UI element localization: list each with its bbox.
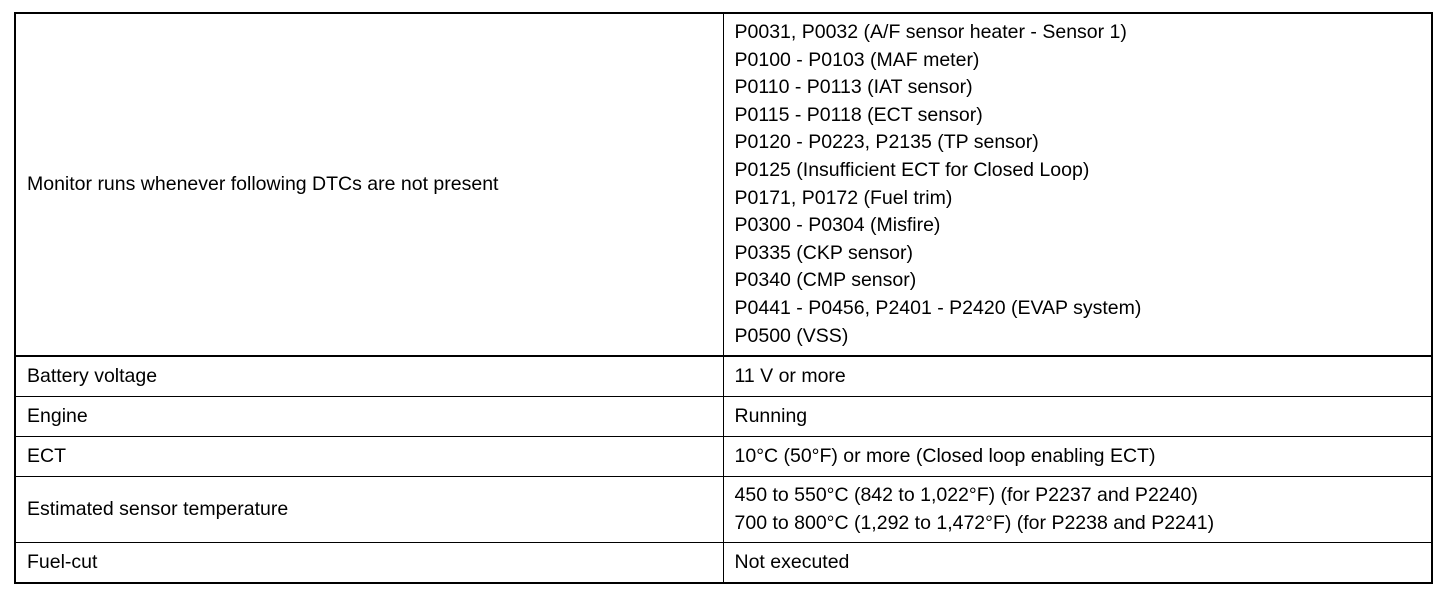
dtc-list-item: P0120 - P0223, P2135 (TP sensor) <box>734 131 1039 154</box>
temperature-range-line: 700 to 800°C (1,292 to 1,472°F) (for P2238 and P2241) <box>734 511 1215 534</box>
dtc-list-item: P0031, P0032 (A/F sensor heater - Sensor 1) <box>734 21 1127 43</box>
condition-value-cell <box>723 13 1432 356</box>
dtc-list-item: P0500 (VSS) <box>734 324 849 347</box>
table-row <box>15 437 1432 477</box>
dtc-list-item: P0115 - P0118 (ECT sensor) <box>734 103 983 126</box>
dtc-list-item: P0171, P0172 (Fuel trim) <box>734 186 953 209</box>
table-row <box>15 397 1432 437</box>
condition-value-cell: 10°C (50°F) or more (Closed loop enabling ECT) <box>723 437 1432 477</box>
dtc-list-item: P0300 - P0304 (Misfire) <box>734 214 941 237</box>
condition-item-cell: Battery voltage <box>15 356 723 397</box>
table-row <box>15 543 1432 584</box>
monitor-conditions-table <box>14 12 1433 584</box>
table-row <box>15 13 1432 356</box>
temperature-range-line: 450 to 550°C (842 to 1,022°F) (for P2237 and P2240) <box>734 484 1198 507</box>
dtc-list-item: P0340 (CMP sensor) <box>734 269 917 292</box>
condition-item-cell: Engine <box>15 397 723 437</box>
dtc-list-item: P0441 - P0456, P2401 - P2420 (EVAP system) <box>734 296 1142 319</box>
dtc-list-item: P0335 (CKP sensor) <box>734 241 913 264</box>
condition-item-cell: Estimated sensor temperature <box>15 477 723 543</box>
condition-item-cell: Monitor runs whenever following DTCs are not present <box>15 13 723 356</box>
condition-value-cell <box>723 477 1432 543</box>
condition-value-cell: Not executed <box>723 543 1432 584</box>
condition-value-cell: 11 V or more <box>723 356 1432 397</box>
dtc-list-item: P0110 - P0113 (IAT sensor) <box>734 76 973 99</box>
dtc-list-item: P0125 (Insufficient ECT for Closed Loop) <box>734 158 1090 181</box>
table-row <box>15 477 1432 543</box>
condition-value-cell: Running <box>723 397 1432 437</box>
dtc-list-item: P0100 - P0103 (MAF meter) <box>734 48 980 71</box>
condition-item-cell: ECT <box>15 437 723 477</box>
condition-item-cell: Fuel-cut <box>15 543 723 584</box>
table-row <box>15 356 1432 397</box>
